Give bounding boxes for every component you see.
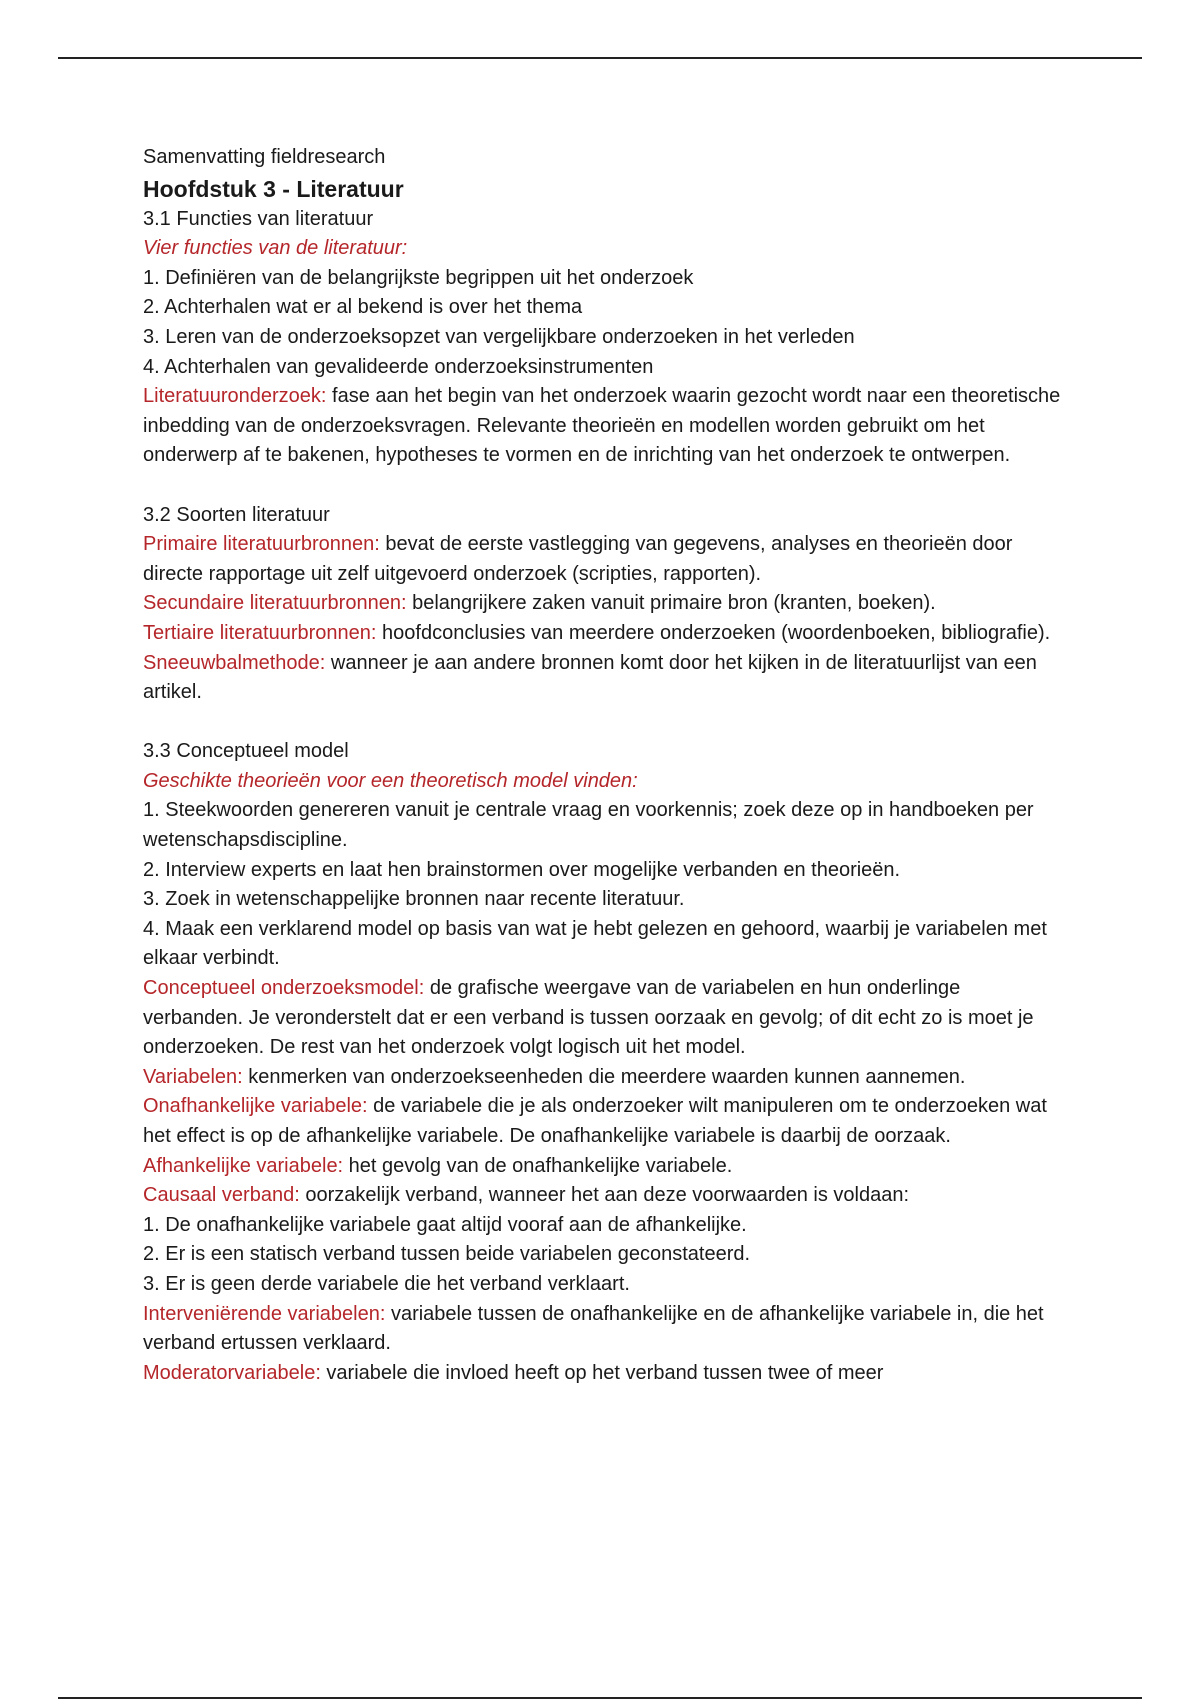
list-intro: Vier functies van de literatuur: [143,237,408,260]
definition-text: hoofdconclusies van meerdere onderzoeken (woordenboeken, bibliografie). [376,621,1051,644]
section-heading-3-1: 3.1 Functies van literatuur [143,207,374,230]
list-item: 1. Steekwoorden genereren vanuit je centrale vraag en voorkennis; zoek deze op in handboeken per wetenschapsdiscipline. [143,799,1034,852]
definition [143,1092,1063,1151]
section-heading-3-3: 3.3 Conceptueel model [143,740,349,763]
definition-text: de grafische weergave van de variabelen en hun onderlinge verbanden. Je veronderstelt dat er een verband is tussen oorzaak en gevolg; of dit echt zo is moet je onderzoeken. De rest van het onderzoek volgt logisch uit het model. [143,977,1034,1059]
definition [143,382,1063,471]
chapter-heading: Hoofdstuk 3 - Literatuur [143,175,404,202]
list-item: 4. Maak een verklarend model op basis van wat je hebt gelezen en gehoord, waarbij je variabelen met elkaar verbindt. [143,917,1047,970]
definition-text: het gevolg van de onafhankelijke variabele. [343,1154,733,1177]
list-item: 4. Achterhalen van gevalideerde onderzoeksinstrumenten [143,355,654,378]
definition-text: de variabele die je als onderzoeker wilt manipuleren om te onderzoeken wat het effect is op de afhankelijke variabele. De onafhankelijke variabele is daarbij de oorzaak. [143,1095,1047,1147]
definition-term: Literatuuronderzoek: [143,385,327,408]
definition-term: Variabelen: [143,1065,243,1088]
bottom-rule [58,1697,1142,1699]
list-item: 1. De onafhankelijke variabele gaat altijd vooraf aan de afhankelijke. [143,1213,747,1236]
definition-term: Afhankelijke variabele: [143,1154,344,1177]
definition-text: variabele tussen de onafhankelijke en de afhankelijke variabele in, die het verband ertussen verklaard. [143,1302,1044,1355]
definition [143,974,1063,1063]
definition [143,649,1063,708]
document-title: Samenvatting fieldresearch [143,146,386,168]
list-item: 3. Leren van de onderzoeksopzet van vergelijkbare onderzoeken in het verleden [143,325,855,348]
definition-term: Primaire literatuurbronnen: [143,533,380,556]
list-intro: Geschikte theorieën voor een theoretisch model vinden: [143,769,638,792]
definition-term: Sneeuwbalmethode: [143,651,326,674]
document-body [143,143,1063,1388]
list-item: 2. Achterhalen wat er al bekend is over het thema [143,296,583,319]
list-item: 3. Zoek in wetenschappelijke bronnen naar recente literatuur. [143,888,685,911]
definition [143,589,1063,619]
definition-text: belangrijkere zaken vanuit primaire bron (kranten, boeken). [406,592,936,615]
definition [143,1359,1063,1389]
definition-text: variabele die invloed heeft op het verband tussen twee of meer [320,1361,884,1384]
top-rule [58,57,1142,59]
definition-term: Causaal verband: [143,1184,300,1207]
definition-term: Secundaire literatuurbronnen: [143,592,407,615]
definition [143,1300,1063,1359]
definition-term: Tertiaire literatuurbronnen: [143,621,377,644]
definition [143,1181,1063,1211]
definition-text: oorzakelijk verband, wanneer het aan deze voorwaarden is voldaan: [299,1184,910,1207]
section-heading-3-2: 3.2 Soorten literatuur [143,503,330,526]
definition-text: fase aan het begin van het onderzoek waarin gezocht wordt naar een theoretische inbedding van de onderzoeksvragen. Relevante theorieën en modellen worden gebruikt om het onderwerp af te bakenen, hypotheses te vormen en de inrichting van het onderzoek te ontwerpen. [143,385,1061,467]
definition-term: Conceptueel onderzoeksmodel: [143,977,425,1000]
list-item: 2. Interview experts en laat hen brainstormen over mogelijke verbanden en theorieën. [143,858,901,881]
definition [143,619,1063,649]
list-item: 1. Definiëren van de belangrijkste begrippen uit het onderzoek [143,266,694,289]
list-item: 3. Er is geen derde variabele die het verband verklaart. [143,1272,630,1295]
definition [143,1063,1063,1093]
list-item: 2. Er is een statisch verband tussen beide variabelen geconstateerd. [143,1243,751,1266]
definition [143,1152,1063,1182]
definition-term: Onafhankelijke variabele: [143,1095,368,1118]
definition-text: wanneer je aan andere bronnen komt door het kijken in de literatuurlijst van een artikel. [143,651,1037,704]
definition [143,530,1063,589]
definition-text: kenmerken van onderzoekseenheden die meerdere waarden kunnen aannemen. [242,1065,966,1088]
definition-term: Moderatorvariabele: [143,1361,321,1384]
definition-term: Interveniërende variabelen: [143,1302,386,1325]
definition-text: bevat de eerste vastlegging van gegevens, analyses en theorieën door directe rapportage uit zelf uitgevoerd onderzoek (scripties, rapporten). [143,533,1013,585]
